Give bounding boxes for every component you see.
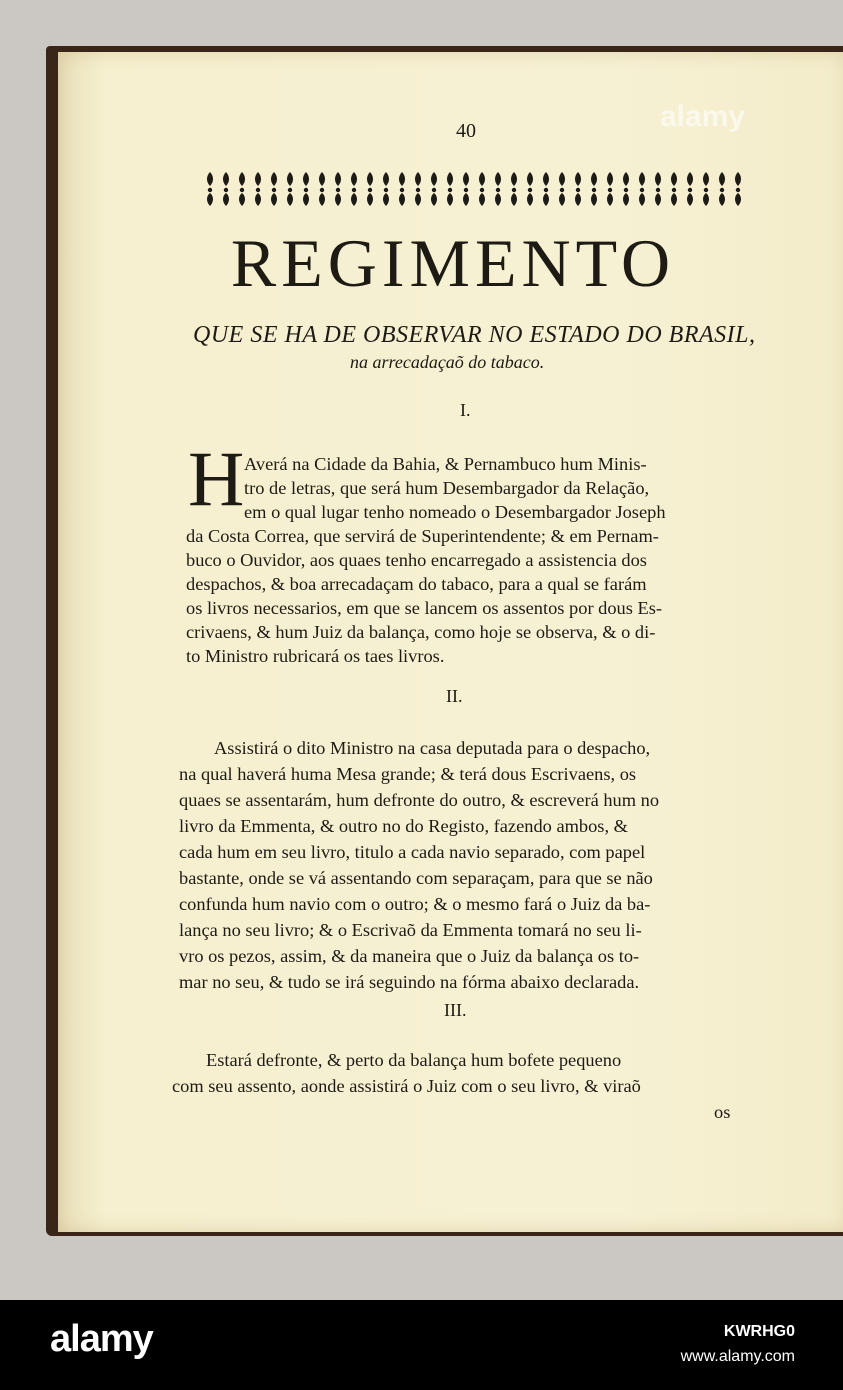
document-subtitle-line2: na arrecadaçaõ do tabaco. — [350, 352, 545, 372]
paragraph-line: cada hum em seu livro, titulo a cada navio separado, com papel — [179, 842, 646, 862]
paragraph-line: livro da Emmenta, & outro no do Registo, fazendo ambos, & — [179, 816, 628, 836]
site-url: www.alamy.com — [680, 1348, 795, 1365]
paragraph-line: despachos, & boa arrecadaçam do tabaco, para a qual se farám — [186, 574, 647, 594]
section-numeral: I. — [460, 400, 471, 420]
paragraph-line: Assistirá o dito Ministro na casa deputada para o despacho, — [214, 738, 651, 758]
page-number: 40 — [456, 120, 476, 142]
watermark-logo: alamy — [660, 100, 746, 133]
paragraph-line: crivaens, & hum Juiz da balança, como hoje se observa, & o di- — [186, 622, 656, 642]
paragraph-line: Averá na Cidade da Bahia, & Pernambuco hum Minis- — [244, 454, 647, 474]
paragraph-line: Estará defronte, & perto da balança hum bofete pequeno — [206, 1050, 622, 1070]
catchword: os — [714, 1102, 731, 1122]
document-title: REGIMENTO — [230, 225, 676, 301]
paragraph-line: buco o Ouvidor, aos quaes tenho encarregado a assistencia dos — [186, 550, 647, 570]
paragraph-line: na qual haverá huma Mesa grande; & terá dous Escrivaens, os — [179, 764, 637, 784]
section-numeral: III. — [444, 1000, 467, 1020]
paragraph-line: mar no seu, & tudo se irá seguindo na fórma abaixo declarada. — [179, 972, 640, 992]
paragraph-line: lança no seu livro; & o Escrivaõ da Emmenta tomará no seu li- — [179, 920, 642, 940]
section-numeral: II. — [446, 686, 463, 706]
ornament-band-icon — [198, 168, 750, 208]
image-id: KWRHG0 — [723, 1323, 795, 1340]
paragraph-line: tro de letras, que será hum Desembargador da Relação, — [244, 478, 650, 498]
paragraph-line: da Costa Correa, que servirá de Superintendente; & em Pernam- — [186, 526, 659, 546]
paragraph-line: quaes se assentarám, hum defronte do outro, & escreverá hum no — [179, 790, 660, 810]
paragraph-line: os livros necessarios, em que se lancem os assentos por dous Es- — [186, 598, 663, 618]
drop-capital: H — [188, 435, 245, 522]
paragraph-line: com seu assento, aonde assistirá o Juiz com o seu livro, & viraõ — [172, 1076, 641, 1096]
paragraph-line: bastante, onde se vá assentando com separaçam, para que se não — [179, 868, 653, 888]
paragraph-line: confunda hum navio com o outro; & o mesmo fará o Juiz da ba- — [179, 894, 651, 914]
paragraph-line: vro os pezos, assim, & da maneira que o Juiz da balança os to- — [179, 946, 640, 966]
paragraph-line: to Ministro rubricará os taes livros. — [186, 646, 445, 666]
book-page — [58, 52, 843, 1232]
paragraph-line: em o qual lugar tenho nomeado o Desembargador Joseph — [244, 502, 666, 522]
alamy-logo: alamy — [50, 1318, 153, 1360]
document-subtitle: QUE SE HA DE OBSERVAR NO ESTADO DO BRASIL, — [193, 322, 756, 348]
